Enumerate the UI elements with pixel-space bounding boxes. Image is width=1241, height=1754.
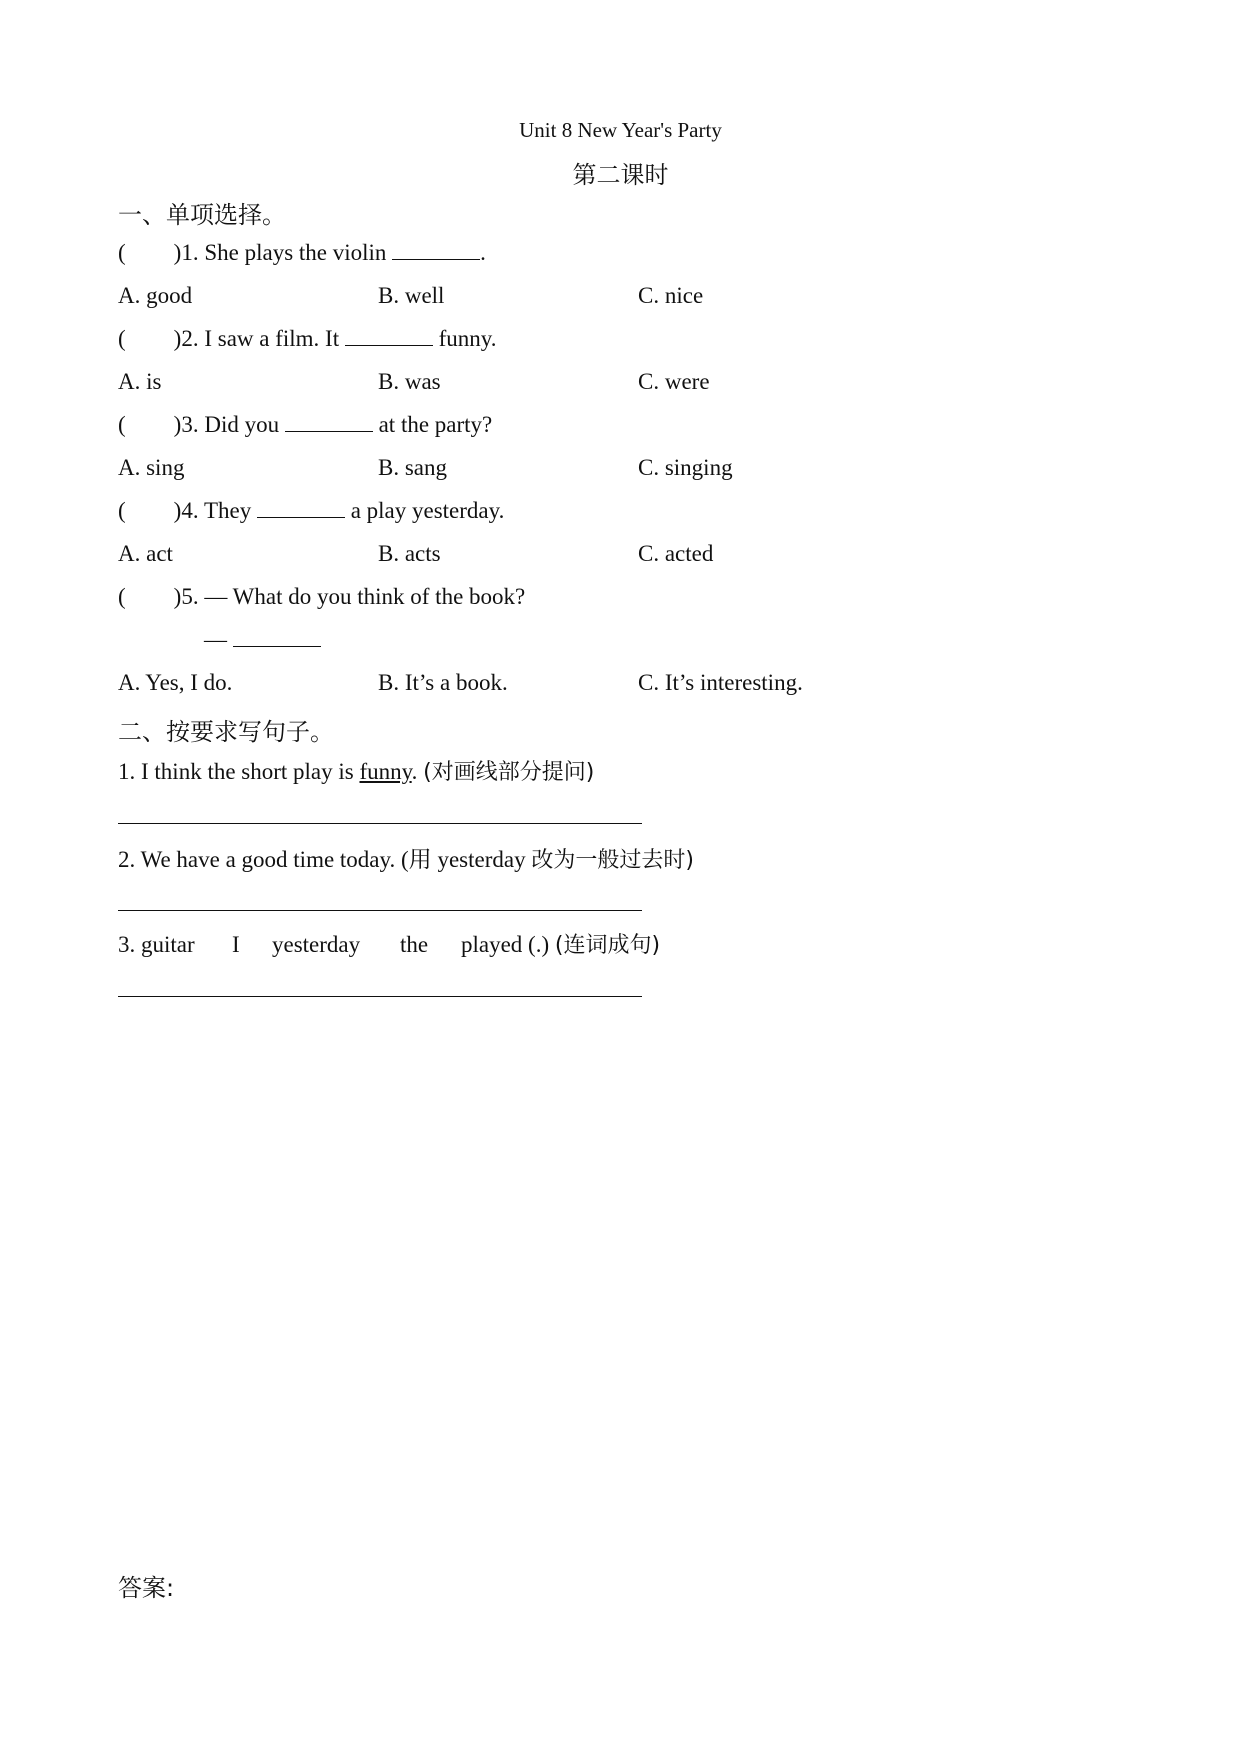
question-text: They bbox=[203, 498, 252, 523]
question-5 bbox=[118, 584, 525, 610]
page-title: Unit 8 New Year's Party bbox=[519, 118, 722, 142]
option-c: C. It’s interesting. bbox=[638, 670, 803, 695]
question-text-end: a play yesterday. bbox=[350, 498, 505, 523]
option-b: B. It’s a book. bbox=[378, 670, 508, 695]
question-number: )4. bbox=[173, 498, 199, 523]
lesson-subtitle: 第二课时 bbox=[572, 161, 669, 189]
reply-dash: — bbox=[204, 627, 227, 652]
answer-paren: ( bbox=[118, 584, 126, 609]
answer-line bbox=[118, 996, 642, 997]
scrambled-word: I bbox=[232, 932, 240, 957]
rewrite-item-3 bbox=[118, 928, 660, 959]
question-4 bbox=[118, 498, 504, 524]
item-instruction: (对画线部分提问) bbox=[423, 760, 595, 785]
section2-heading: 二、按要求写句子。 bbox=[118, 718, 334, 746]
option-b: B. sang bbox=[378, 455, 447, 480]
answer-line bbox=[118, 823, 642, 824]
option-c: C. singing bbox=[638, 455, 733, 480]
answer-paren: ( bbox=[118, 326, 126, 351]
option-a: A. act bbox=[118, 541, 173, 566]
option-c: C. were bbox=[638, 369, 710, 394]
answer-paren: ( bbox=[118, 240, 126, 265]
answer-blank bbox=[345, 327, 433, 346]
option-b: B. was bbox=[378, 369, 441, 394]
option-b: B. well bbox=[378, 283, 445, 308]
option-a: A. is bbox=[118, 369, 162, 394]
answers-label: 答案: bbox=[118, 1574, 175, 1602]
item-instruction: 改为一般过去时) bbox=[531, 848, 694, 873]
answer-blank bbox=[233, 628, 321, 647]
item-text-middle: yesterday bbox=[437, 847, 526, 872]
answer-paren: ( bbox=[118, 498, 126, 523]
item-instruction: (连词成句) bbox=[554, 933, 661, 958]
item-text-end: . bbox=[411, 759, 418, 784]
scrambled-word: 3. guitar bbox=[118, 932, 195, 957]
question-number: )1. bbox=[173, 240, 199, 265]
question-number: )2. bbox=[173, 326, 199, 351]
question-text-end: at the party? bbox=[378, 412, 493, 437]
question-5-reply bbox=[204, 627, 321, 653]
section1-heading: 一、单项选择。 bbox=[118, 201, 286, 229]
option-a: A. sing bbox=[118, 455, 185, 480]
answer-paren: ( bbox=[118, 412, 126, 437]
item-text: 1. I think the short play is bbox=[118, 759, 354, 784]
question-text: She plays the violin bbox=[204, 240, 387, 265]
question-text: — What do you think of the book? bbox=[204, 584, 526, 609]
item-text: 2. We have a good time today. (用 bbox=[118, 847, 432, 872]
question-text-end: . bbox=[480, 240, 486, 265]
question-text-end: funny. bbox=[438, 326, 497, 351]
scrambled-word: yesterday bbox=[272, 932, 361, 957]
option-c: C. nice bbox=[638, 283, 704, 308]
question-1 bbox=[118, 240, 486, 266]
rewrite-item-2 bbox=[118, 841, 694, 874]
option-b: B. acts bbox=[378, 541, 441, 566]
answer-blank bbox=[392, 241, 480, 260]
question-number: )3. bbox=[173, 412, 199, 437]
scrambled-word: the bbox=[400, 932, 429, 957]
answer-blank bbox=[285, 413, 373, 432]
question-3 bbox=[118, 412, 492, 438]
answer-line bbox=[118, 910, 642, 911]
question-text: Did you bbox=[204, 412, 280, 437]
scrambled-word: played (.) bbox=[461, 932, 550, 957]
answer-blank bbox=[257, 499, 345, 518]
question-text: I saw a film. It bbox=[204, 326, 340, 351]
option-c: C. acted bbox=[638, 541, 714, 566]
question-number: )5. bbox=[173, 584, 199, 609]
rewrite-item-1 bbox=[118, 755, 594, 786]
option-a: A. Yes, I do. bbox=[118, 670, 233, 695]
question-2 bbox=[118, 326, 497, 352]
option-a: A. good bbox=[118, 283, 193, 308]
underlined-word: funny bbox=[359, 759, 412, 784]
